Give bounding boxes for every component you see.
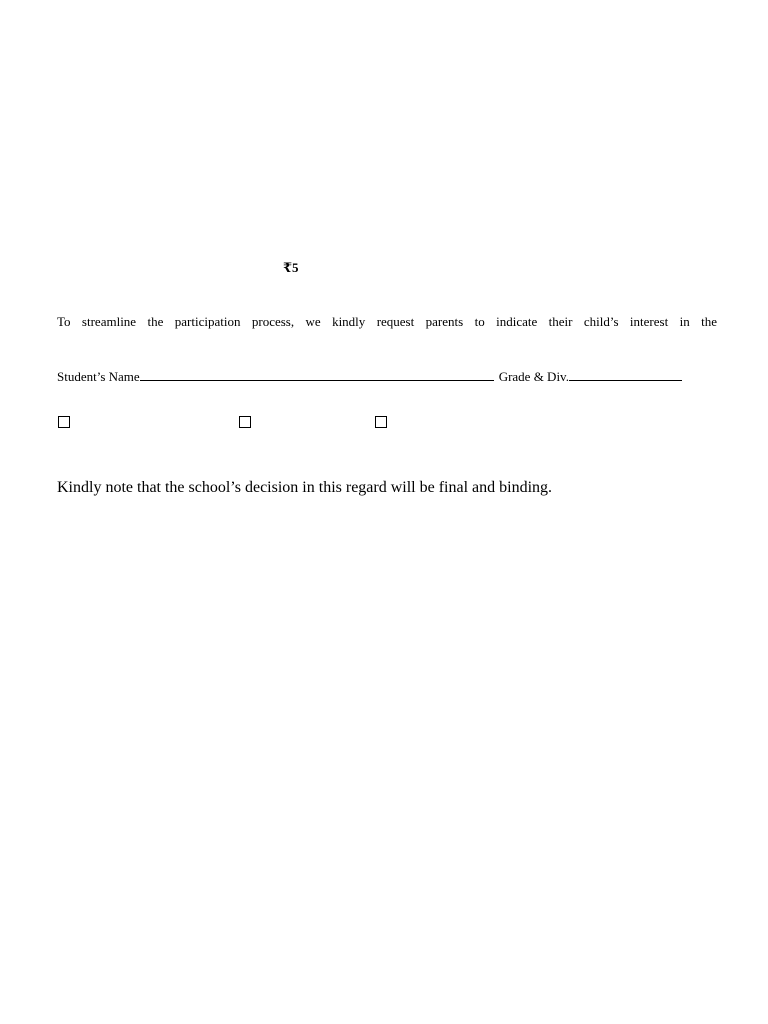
- grade-div-blank[interactable]: [569, 368, 682, 381]
- option-checkbox-3[interactable]: [375, 416, 387, 428]
- student-name-label: Student’s Name: [57, 369, 140, 384]
- student-name-blank[interactable]: [140, 368, 494, 381]
- option-checkbox-2[interactable]: [239, 416, 251, 428]
- grade-div-label: Grade & Div.: [498, 369, 569, 384]
- student-details-line: [57, 368, 707, 385]
- closing-note: Kindly note that the school’s decision in this regard will be final and binding.: [57, 479, 553, 496]
- intro-paragraph: To streamline the participation process, we kindly request parents to indicate their child’s interest in the: [57, 314, 717, 329]
- fee-amount: ₹5: [283, 260, 299, 275]
- option-checkbox-1[interactable]: [58, 416, 70, 428]
